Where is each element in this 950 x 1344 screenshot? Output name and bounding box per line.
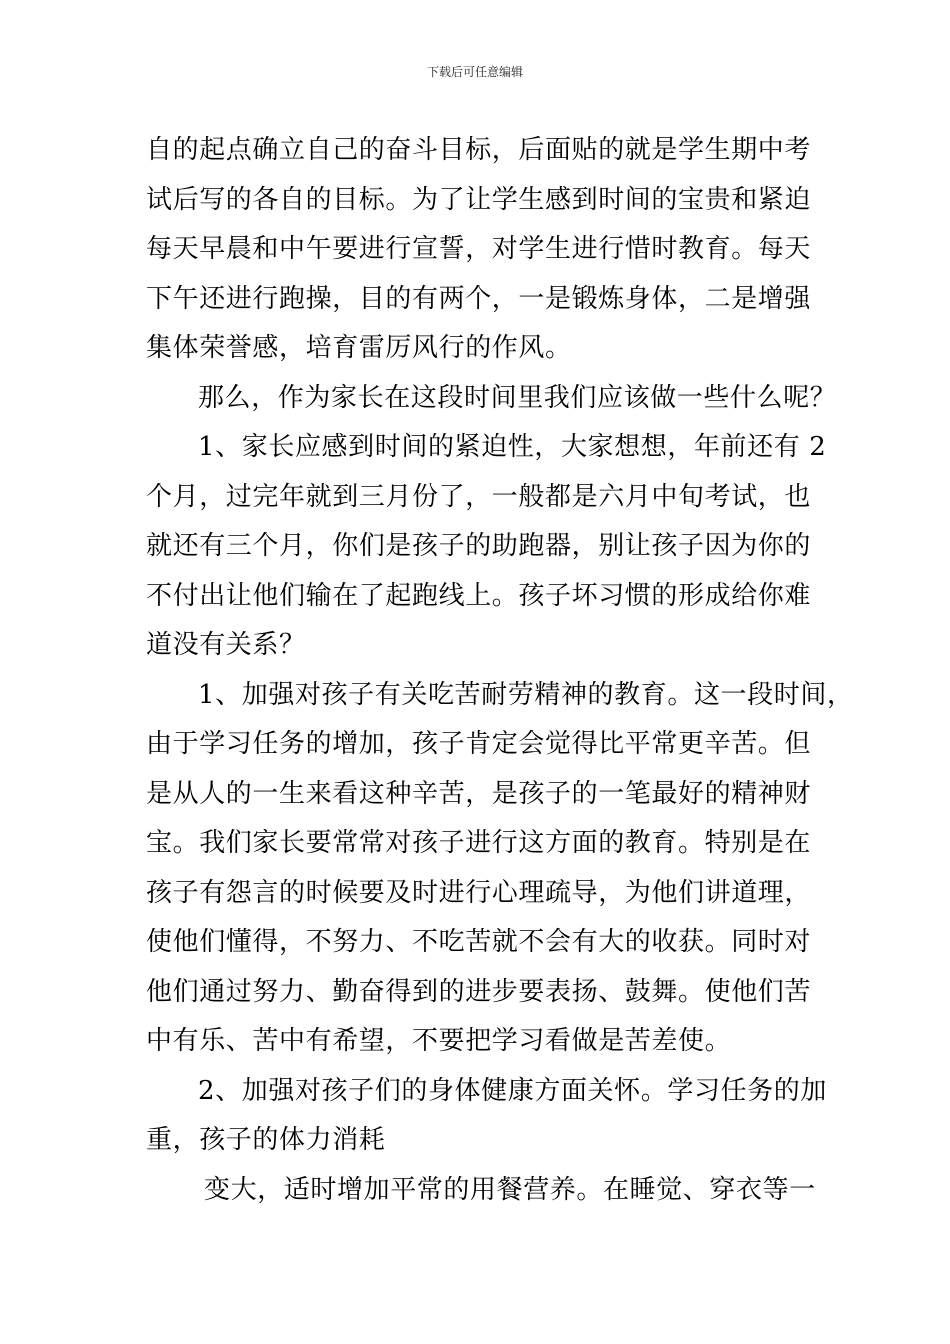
body-line: 就还有三个月，你们是孩子的助跑器，别让孩子因为你的 [146,531,812,561]
body-line: 孩子有怨言的时候要及时进行心理疏导，为他们讲道理， [146,877,812,908]
paragraph-start-line: 1、家长应感到时间的紧迫性，大家想想，年前还有 2 [198,432,827,462]
document-body [146,126,854,1215]
body-line: 道没有关系？ [146,630,306,660]
body-line: 下午还进行跑操，目的有两个，一是锻炼身体，二是增强 [146,283,812,314]
body-line: 重，孩子的体力消耗 [146,1125,386,1155]
paragraph-start-line: 1、加强对孩子有关吃苦耐劳精神的教育。这一段时间， [198,679,854,710]
page-header: 下载后可任意编辑 [426,65,523,79]
body-line: 宝。我们家长要常常对孩子进行这方面的教育。特别是在 [146,828,812,858]
body-line: 中有乐、苦中有希望，不要把学习看做是苦差使。 [146,1026,732,1056]
body-line: 使他们懂得，不努力、不吃苦就不会有大的收获。同时对 [146,927,812,957]
body-line: 试后写的各自的目标。为了让学生感到时间的宝贵和紧迫 [146,184,812,215]
paragraph-start-line: 那么，作为家长在这段时间里我们应该做一些什么呢？ [198,382,837,413]
body-line: 由于学习任务的增加，孩子肯定会觉得比平常更辛苦。但 [146,729,812,759]
paragraph-start-line: 变大，适时增加平常的用餐营养。在睡觉、穿衣等一 [204,1174,816,1205]
body-line: 自的起点确立自己的奋斗目标，后面贴的就是学生期中考 [146,135,812,165]
body-line: 是从人的一生来看这种辛苦，是孩子的一笔最好的精神财 [146,778,812,809]
body-line: 个月，过完年就到三月份了，一般都是六月中旬考试，也 [146,481,812,512]
body-line: 不付出让他们输在了起跑线上。孩子坏习惯的形成给你难 [146,580,812,611]
paragraph-start-line: 2、加强对孩子们的身体健康方面关怀。学习任务的加 [198,1075,827,1106]
body-line: 他们通过努力、勤奋得到的进步要表扬、鼓舞。使他们苦 [146,976,812,1007]
body-line: 集体荣誉感，培育雷厉风行的作风。 [146,333,572,363]
body-line: 每天早晨和中午要进行宣誓，对学生进行惜时教育。每天 [146,234,812,264]
